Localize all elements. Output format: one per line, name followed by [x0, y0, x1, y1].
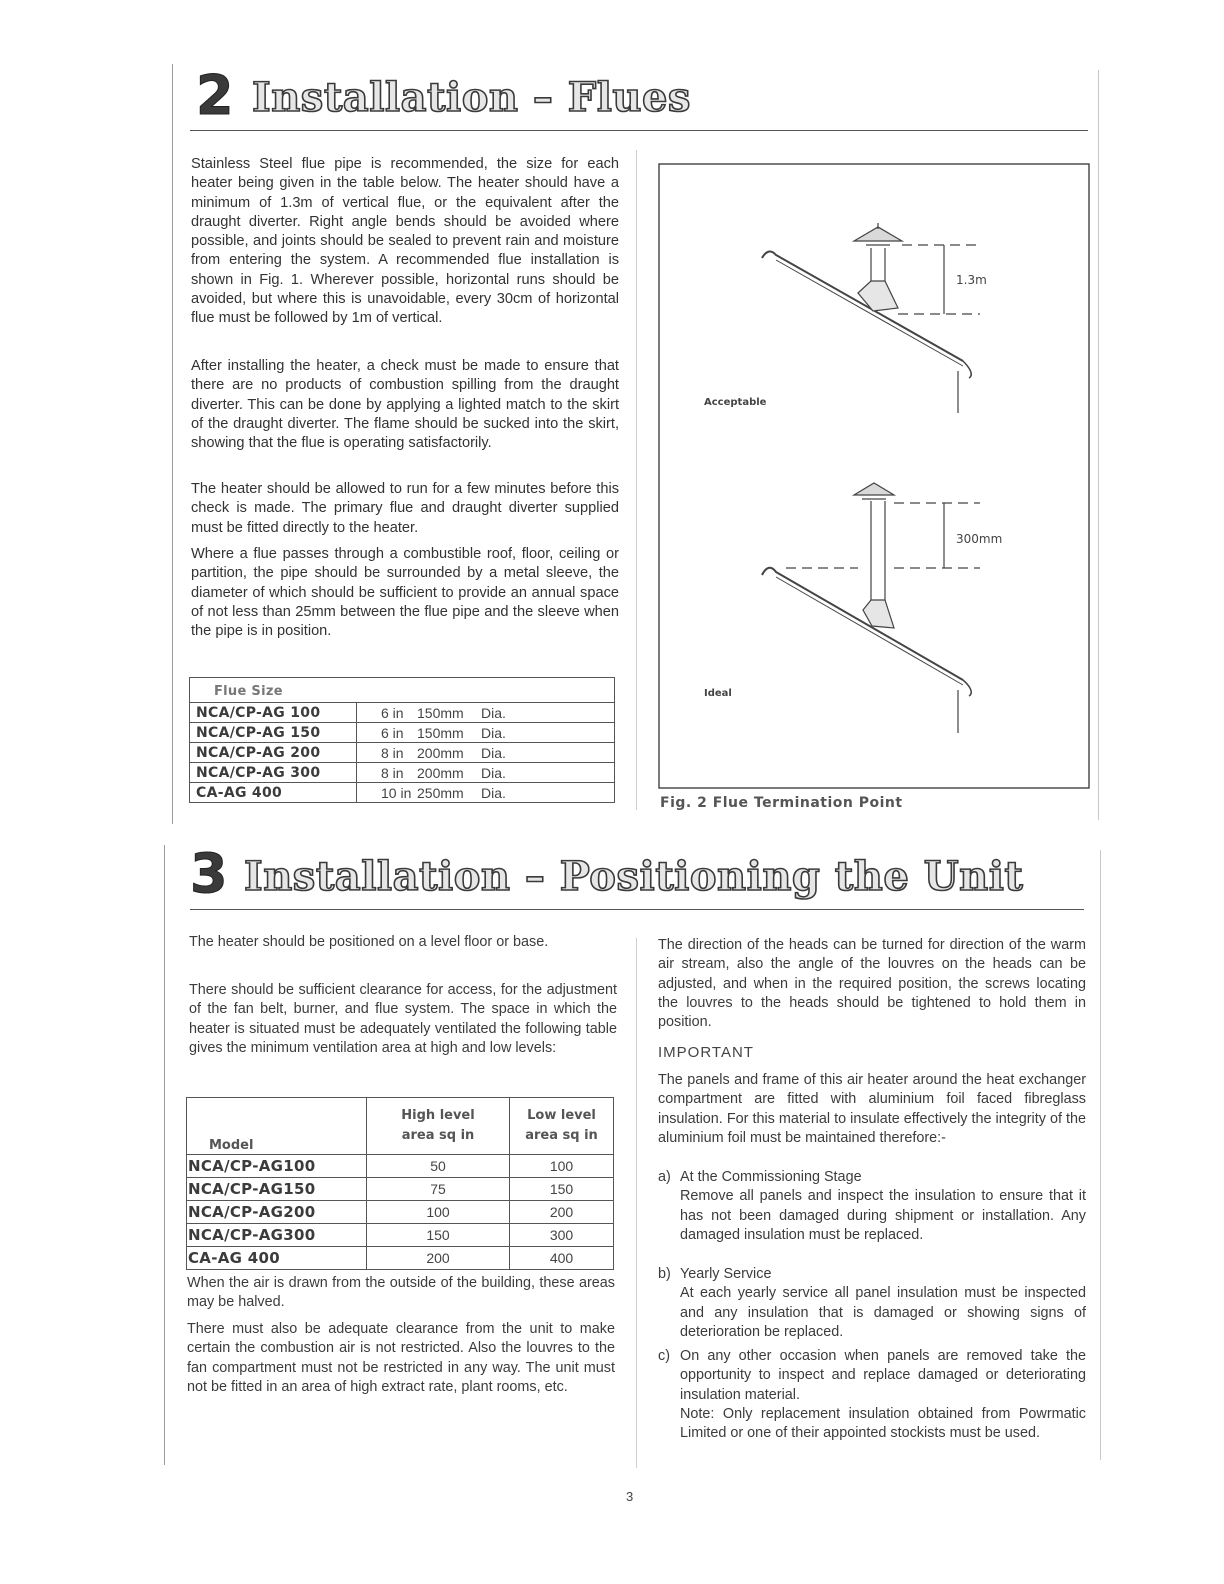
ventilation-table: [186, 1097, 614, 1270]
position-paragraph-1: The heater should be positioned on a level floor or base.: [189, 934, 549, 950]
table-row: [190, 763, 615, 783]
vent-low: 150: [510, 1178, 614, 1201]
vent-low: 200: [510, 1201, 614, 1224]
col-low-header-2: area sq in: [525, 1128, 598, 1143]
flue-inch: 10 in: [381, 784, 412, 801]
right-margin-rule-bottom: [1100, 850, 1101, 1460]
flue-paragraph-2: After installing the heater, a check must be made to ensure that there are no products of combustion spilling from the draught diverter. This can be done by applying a lighted match to the skirt of the draught diverter. The flame should be sucked into the skirt, showing that the flue is operating satisfactorily.: [191, 358, 619, 452]
table-row: [187, 1178, 614, 1201]
table-row: [190, 743, 615, 763]
position-paragraph-3: When the air is drawn from the outside of the building, these areas may be halved.: [187, 1275, 615, 1311]
list-text: On any other occasion when panels are removed take the opportunity to inspect and replace damaged or deteriorating insulation material.: [680, 1348, 1086, 1403]
list-heading: Yearly Service: [680, 1266, 772, 1282]
position-paragraph-2: There should be sufficient clearance for access, for the adjustment of the fan belt, burner, and flue system. The space in which the heater is situated must be adequately ventilated the following table gives the minimum ventilation area at high and low levels:: [189, 982, 617, 1056]
flue-mm: 250mm: [417, 784, 464, 801]
col-model-header: Model: [209, 1138, 254, 1153]
vent-high: 50: [367, 1155, 510, 1178]
table-row: [187, 1155, 614, 1178]
flue-model: NCA/CP-AG 100: [196, 705, 321, 721]
flue-paragraph-1: Stainless Steel flue pipe is recommended, the size for each heater being given in the table below. The heater should have a minimum of 1.3m of vertical flue, or the equivalent after the draught diverter. Right angle bends should be avoided where possible, and joints should be sealed to prevent rain and moisture from entering the system. A recommended flue installation is shown in Fig. 1. Wherever possible, horizontal runs should be avoided, but where this is unavoidable, every 30cm of horizontal flue must be followed by 1m of vertical.: [191, 156, 619, 327]
vent-low: 400: [510, 1247, 614, 1270]
flue-inch: 8 in: [381, 744, 404, 761]
right-margin-rule-top: [1098, 70, 1099, 820]
acceptable-label: Acceptable: [704, 397, 767, 408]
table-row: [190, 783, 615, 803]
flue-model: CA-AG 400: [196, 785, 283, 801]
flue-inch: 6 in: [381, 704, 404, 721]
acceptable-diagram: [762, 223, 980, 413]
flue-mm: 150mm: [417, 724, 464, 741]
vent-high: 150: [367, 1224, 510, 1247]
flue-paragraph-3: The heater should be allowed to run for a few minutes before this check is made. The primary flue and draught diverter supplied must be fitted directly to the heater.: [191, 481, 619, 536]
vent-high: 100: [367, 1201, 510, 1224]
list-item: [658, 1265, 1086, 1342]
flue-dia: Dia.: [481, 764, 506, 781]
vent-model: NCA/CP-AG100: [188, 1157, 316, 1175]
section-2-title: Installation – Flues: [252, 74, 691, 121]
col-high-header-2: area sq in: [401, 1128, 475, 1143]
flue-model: NCA/CP-AG 150: [196, 725, 321, 741]
list-marker: a): [658, 1169, 671, 1185]
dimension-top-label: 1.3m: [956, 273, 987, 287]
ideal-diagram: [762, 483, 980, 733]
col-low-header-1: Low level: [527, 1108, 596, 1123]
ideal-label: Ideal: [704, 688, 732, 699]
page-number: 3: [626, 1489, 634, 1504]
list-item: [658, 1168, 1086, 1245]
flue-mm: 200mm: [417, 764, 464, 781]
flue-dia: Dia.: [481, 784, 506, 801]
flue-termination-figure: [658, 163, 1092, 791]
column-divider-bottom: [636, 938, 637, 1468]
section-3-title: Installation – Positioning the Unit: [244, 853, 1024, 900]
left-margin-rule-bottom: [164, 845, 165, 1465]
important-heading: IMPORTANT: [658, 1044, 754, 1061]
note-paragraph: Note: Only replacement insulation obtained from Powrmatic Limited or one of their appointed stockists must be used.: [680, 1406, 1086, 1442]
vent-high: 75: [367, 1178, 510, 1201]
flue-model: NCA/CP-AG 300: [196, 765, 321, 781]
figure-caption: Fig. 2 Flue Termination Point: [660, 795, 903, 811]
table-row: [187, 1201, 614, 1224]
flue-dia: Dia.: [481, 724, 506, 741]
vent-model: NCA/CP-AG200: [188, 1203, 316, 1221]
section-2-number: 2: [196, 64, 235, 127]
flue-mm: 150mm: [417, 704, 464, 721]
list-marker: c): [658, 1348, 670, 1364]
list-item: [658, 1347, 1086, 1405]
flue-dia: Dia.: [481, 744, 506, 761]
vent-low: 100: [510, 1155, 614, 1178]
dimension-bottom-label: 300mm: [956, 532, 1003, 546]
section-3-number: 3: [190, 842, 229, 905]
flue-dia: Dia.: [481, 704, 506, 721]
heads-paragraph: The direction of the heads can be turned for direction of the warm air stream, also the angle of the louvres on the heads can be adjusted, and when in the required position, the screws locating the louvres to the heads should be tightened to hold them in position.: [658, 937, 1086, 1031]
section-3-rule: [190, 909, 1084, 910]
col-high-header-1: High level: [401, 1108, 475, 1123]
flue-model: NCA/CP-AG 200: [196, 745, 321, 761]
vent-low: 300: [510, 1224, 614, 1247]
position-paragraph-4: There must also be adequate clearance from the unit to make certain the combustion air is not restricted. Also the louvres to the fan compartment must not be restricted in any way. The unit must not be fitted in an area of high extract rate, plant rooms, etc.: [187, 1321, 615, 1395]
flue-table-header-row: [190, 678, 615, 703]
table-row: [187, 1247, 614, 1270]
list-text: Remove all panels and inspect the insulation to ensure that it has not been damaged during shipment or installation. Any damaged insulation must be replaced.: [680, 1188, 1086, 1243]
flue-paragraph-4: Where a flue passes through a combustible roof, floor, ceiling or partition, the pipe should be surrounded by a metal sleeve, the diameter of which should be sufficient to provide an annual space of not less than 25mm between the flue pipe and the sleeve when the pipe is in position.: [191, 546, 619, 640]
section-2-rule: [190, 130, 1088, 131]
vent-model: CA-AG 400: [188, 1249, 280, 1267]
vent-high: 200: [367, 1247, 510, 1270]
ventilation-table-header: [187, 1098, 614, 1155]
table-row: [187, 1224, 614, 1247]
flue-inch: 6 in: [381, 724, 404, 741]
flue-inch: 8 in: [381, 764, 404, 781]
table-row: [190, 723, 615, 743]
flue-mm: 200mm: [417, 744, 464, 761]
vent-model: NCA/CP-AG150: [188, 1180, 316, 1198]
flue-size-table: [189, 677, 615, 803]
list-marker: b): [658, 1266, 671, 1282]
left-margin-rule-top: [172, 64, 173, 824]
list-heading: At the Commissioning Stage: [680, 1169, 862, 1185]
column-divider-top: [636, 150, 637, 810]
flue-table-header: Flue Size: [214, 683, 283, 699]
list-text: At each yearly service all panel insulation must be inspected and any insulation that is damaged or showing signs of deterioration be replaced.: [680, 1285, 1086, 1340]
table-row: [190, 703, 615, 723]
important-paragraph: The panels and frame of this air heater around the heat exchanger compartment are fitted with aluminium foil faced fibreglass insulation. For this material to insulate effectively the integrity of the aluminium foil must be maintained therefore:-: [658, 1072, 1086, 1146]
vent-model: NCA/CP-AG300: [188, 1226, 316, 1244]
